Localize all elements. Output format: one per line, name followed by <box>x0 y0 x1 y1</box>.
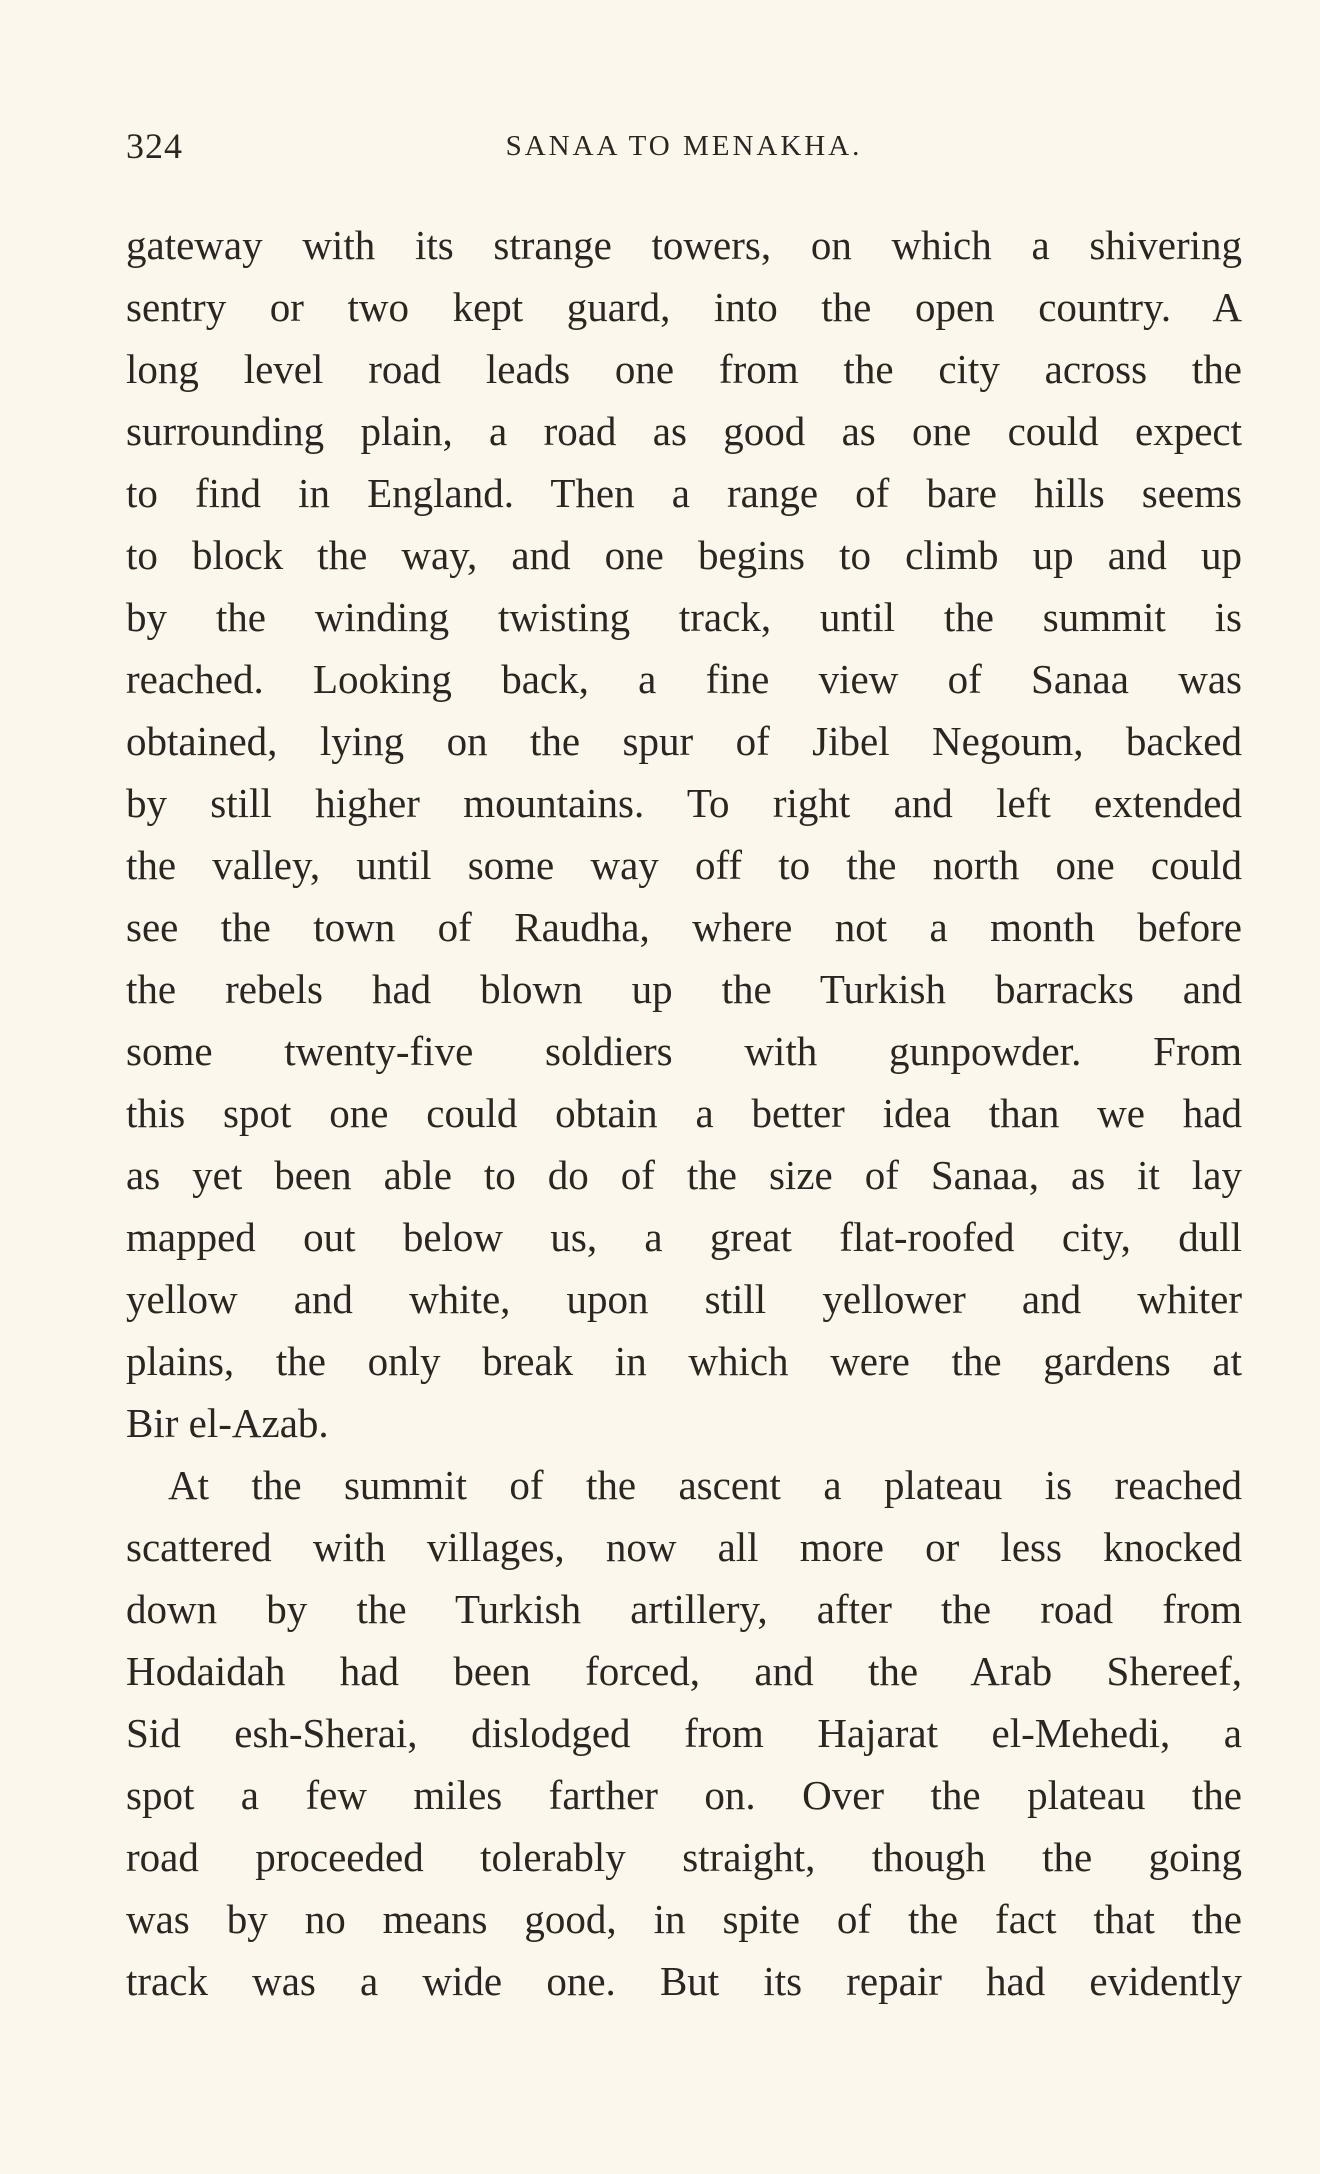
running-head <box>126 122 1242 170</box>
text-line: down by the Turkish artillery, after the road from <box>126 1586 1242 1632</box>
text-line: road proceeded tolerably straight, though the going <box>126 1834 1242 1880</box>
running-title: SANAA TO MENAKHA. <box>505 130 863 162</box>
text-line: see the town of Raudha, where not a month before <box>126 904 1242 950</box>
paragraph <box>126 1454 1242 2012</box>
text-line: by still higher mountains. To right and left extended <box>126 780 1242 826</box>
text-line: reached. Looking back, a fine view of Sanaa was <box>126 656 1242 702</box>
text-line: the rebels had blown up the Turkish barracks and <box>126 966 1242 1012</box>
text-line: yellow and white, upon still yellower and whiter <box>126 1276 1242 1322</box>
page-number: 324 <box>126 126 183 166</box>
text-line: surrounding plain, a road as good as one could expect <box>126 408 1242 454</box>
text-line: plains, the only break in which were the gardens at <box>126 1338 1242 1384</box>
text-line: gateway with its strange towers, on which a shivering <box>126 222 1242 268</box>
text-line: as yet been able to do of the size of Sanaa, as it lay <box>126 1152 1242 1198</box>
text-line: scattered with villages, now all more or less knocked <box>126 1524 1242 1570</box>
text-line: Sid esh-Sherai, dislodged from Hajarat el-Mehedi, a <box>126 1710 1242 1756</box>
text-line: long level road leads one from the city across the <box>126 346 1242 392</box>
body-text <box>126 214 1242 2012</box>
text-line: spot a few miles farther on. Over the plateau the <box>126 1772 1242 1818</box>
text-line: the valley, until some way off to the north one could <box>126 842 1242 888</box>
text-line: Hodaidah had been forced, and the Arab Shereef, <box>126 1648 1242 1694</box>
paragraph <box>126 214 1242 1454</box>
text-line: At the summit of the ascent a plateau is reached <box>168 1462 1242 1508</box>
text-line: by the winding twisting track, until the summit is <box>126 594 1242 640</box>
text-line: sentry or two kept guard, into the open country. A <box>126 284 1242 330</box>
text-line: this spot one could obtain a better idea than we had <box>126 1090 1242 1136</box>
text-line: Bir el-Azab. <box>126 1400 329 1446</box>
text-line: to block the way, and one begins to climb up and up <box>126 532 1242 578</box>
text-line: was by no means good, in spite of the fact that the <box>126 1896 1242 1942</box>
text-line: some twenty-five soldiers with gunpowder. From <box>126 1028 1242 1074</box>
text-line: obtained, lying on the spur of Jibel Negoum, backed <box>126 718 1242 764</box>
text-line: mapped out below us, a great flat-roofed city, dull <box>126 1214 1242 1260</box>
text-line: track was a wide one. But its repair had evidently <box>126 1958 1242 2004</box>
text-line: to find in England. Then a range of bare hills seems <box>126 470 1242 516</box>
